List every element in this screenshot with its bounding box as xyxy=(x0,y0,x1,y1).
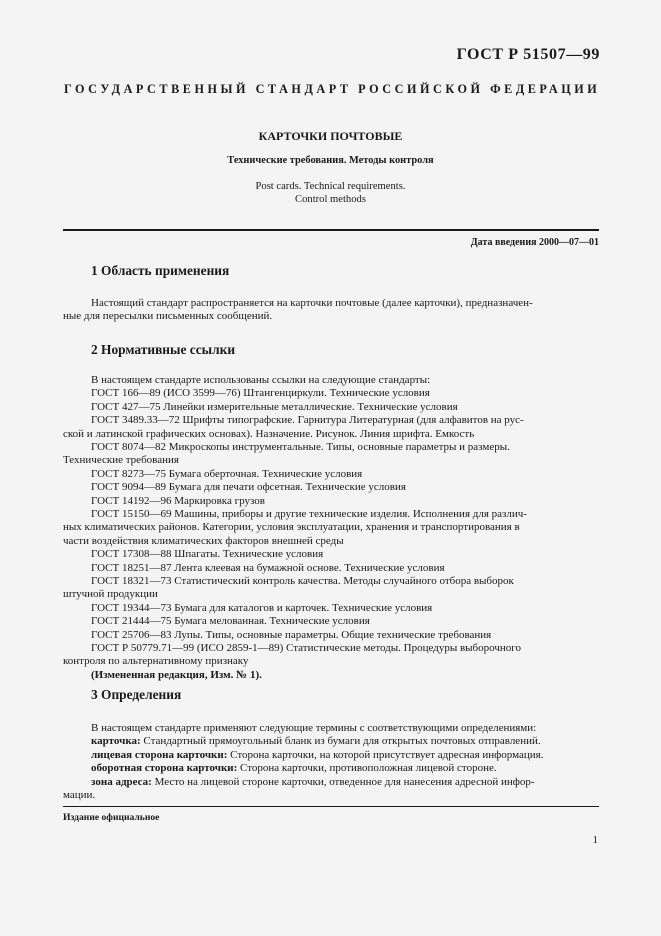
definition-term: лицевая сторона карточки: xyxy=(91,748,228,761)
definition-item xyxy=(91,762,497,774)
definition-item xyxy=(91,776,535,788)
section-heading-3: 3 Определения xyxy=(91,687,182,702)
reference-line: В настоящем стандарте использованы ссылки на следующие стандарты: xyxy=(91,374,431,386)
reference-line: штучной продукции xyxy=(63,588,158,601)
standard-code: ГОСТ Р 51507—99 xyxy=(456,46,600,63)
definition-item xyxy=(91,749,543,761)
reference-line: ГОСТ 427—75 Линейки измерительные металлические. Технические условия xyxy=(91,400,458,413)
reference-line: ГОСТ 8273—75 Бумага оберточная. Технические условия xyxy=(91,467,363,480)
definition-continuation: мации. xyxy=(63,789,96,801)
english-title xyxy=(0,180,661,206)
reference-line: ГОСТ 18251—87 Лента клеевая на бумажной основе. Технические условия xyxy=(91,561,445,574)
reference-line: части воздействия климатических факторов внешней среды xyxy=(63,534,344,547)
reference-line: ГОСТ 166—89 (ИСО 3599—76) Штангенциркули. Технические условия xyxy=(91,387,430,400)
definition-text: Сторона карточки, на которой присутствует адресная информация. xyxy=(227,748,544,761)
reference-line: ГОСТ Р 50779.71—99 (ИСО 2859-1—89) Статистические методы. Процедуры выборочного xyxy=(91,642,522,654)
reference-line: ных климатических районов. Категории, условия эксплуатации, хранения и транспортирования в xyxy=(63,521,520,534)
page-number: 1 xyxy=(592,834,598,846)
section-1-text-line: ные для пересылки письменных сообщений. xyxy=(63,310,273,322)
document-title: КАРТОЧКИ ПОЧТОВЫЕ xyxy=(258,129,403,143)
reference-line: ГОСТ 9094—89 Бумага для печати офсетная. Технические условия xyxy=(91,481,406,494)
official-edition-label: Издание официальное xyxy=(63,812,160,823)
definition-term: оборотная сторона карточки: xyxy=(91,762,238,775)
reference-line: ской и латинской графических основах). Назначение. Рисунок. Линия шрифта. Емкость xyxy=(63,427,475,440)
intro-date: Дата введения 2000—07—01 xyxy=(470,237,599,248)
reference-line: ГОСТ 15150—69 Машины, приборы и другие технические изделия. Исполнения для различ- xyxy=(91,508,527,520)
amendment-note: (Измененная редакция, Изм. № 1). xyxy=(91,668,262,681)
english-title-line-1: Post cards. Technical requirements. xyxy=(255,181,406,192)
definition-item xyxy=(91,735,541,747)
english-title-line-2: Control methods xyxy=(295,194,366,205)
reference-line: контроля по альтернативному признаку xyxy=(63,655,249,668)
section-heading-1: 1 Область применения xyxy=(91,263,230,278)
definitions-intro: В настоящем стандарте применяют следующие термины с соответствующими определениями: xyxy=(91,722,537,734)
definition-text: Место на лицевой стороне карточки, отведенное для нанесения адресной инфор- xyxy=(151,775,535,788)
definition-text: Сторона карточки, противоположная лицевой стороне. xyxy=(237,762,497,775)
definitions-list xyxy=(63,722,600,802)
reference-line: ГОСТ 17308—88 Шпагаты. Технические условия xyxy=(91,548,324,561)
definition-text: Стандартный прямоугольный бланк из бумаги для открытых почтовых отправлений. xyxy=(140,735,541,748)
reference-line: ГОСТ 19344—73 Бумага для каталогов и карточек. Технические условия xyxy=(91,601,433,614)
reference-line: ГОСТ 21444—75 Бумага мелованная. Технические условия xyxy=(91,615,370,628)
reference-line: ГОСТ 25706—83 Лупы. Типы, основные параметры. Общие технические требования xyxy=(91,628,492,641)
definition-term: карточка: xyxy=(91,735,141,748)
section-heading-2: 2 Нормативные ссылки xyxy=(91,342,236,357)
reference-line: ГОСТ 3489.33—72 Шрифты типографские. Гарнитура Литературная (для алфавитов на рус- xyxy=(91,414,524,427)
state-standard-title: ГОСУДАРСТВЕННЫЙ СТАНДАРТ РОССИЙСКОЙ ФЕДЕРАЦИИ xyxy=(64,82,601,96)
footer-divider xyxy=(63,806,599,807)
header-divider xyxy=(63,229,599,231)
reference-line: ГОСТ 18321—73 Статистический контроль качества. Методы случайного отбора выборок xyxy=(91,575,514,587)
reference-line: ГОСТ 8074—82 Микроскопы инструментальные. Типы, основные параметры и размеры. xyxy=(91,441,510,453)
definition-term: зона адреса: xyxy=(91,775,152,788)
document-subtitle: Технические требования. Методы контроля xyxy=(227,155,434,166)
section-1-text-line: Настоящий стандарт распространяется на карточки почтовые (далее карточки), предназначен- xyxy=(91,297,533,309)
reference-line: ГОСТ 14192—96 Маркировка грузов xyxy=(91,494,265,507)
references-list xyxy=(63,374,600,681)
reference-line: Технические требования xyxy=(63,454,179,467)
